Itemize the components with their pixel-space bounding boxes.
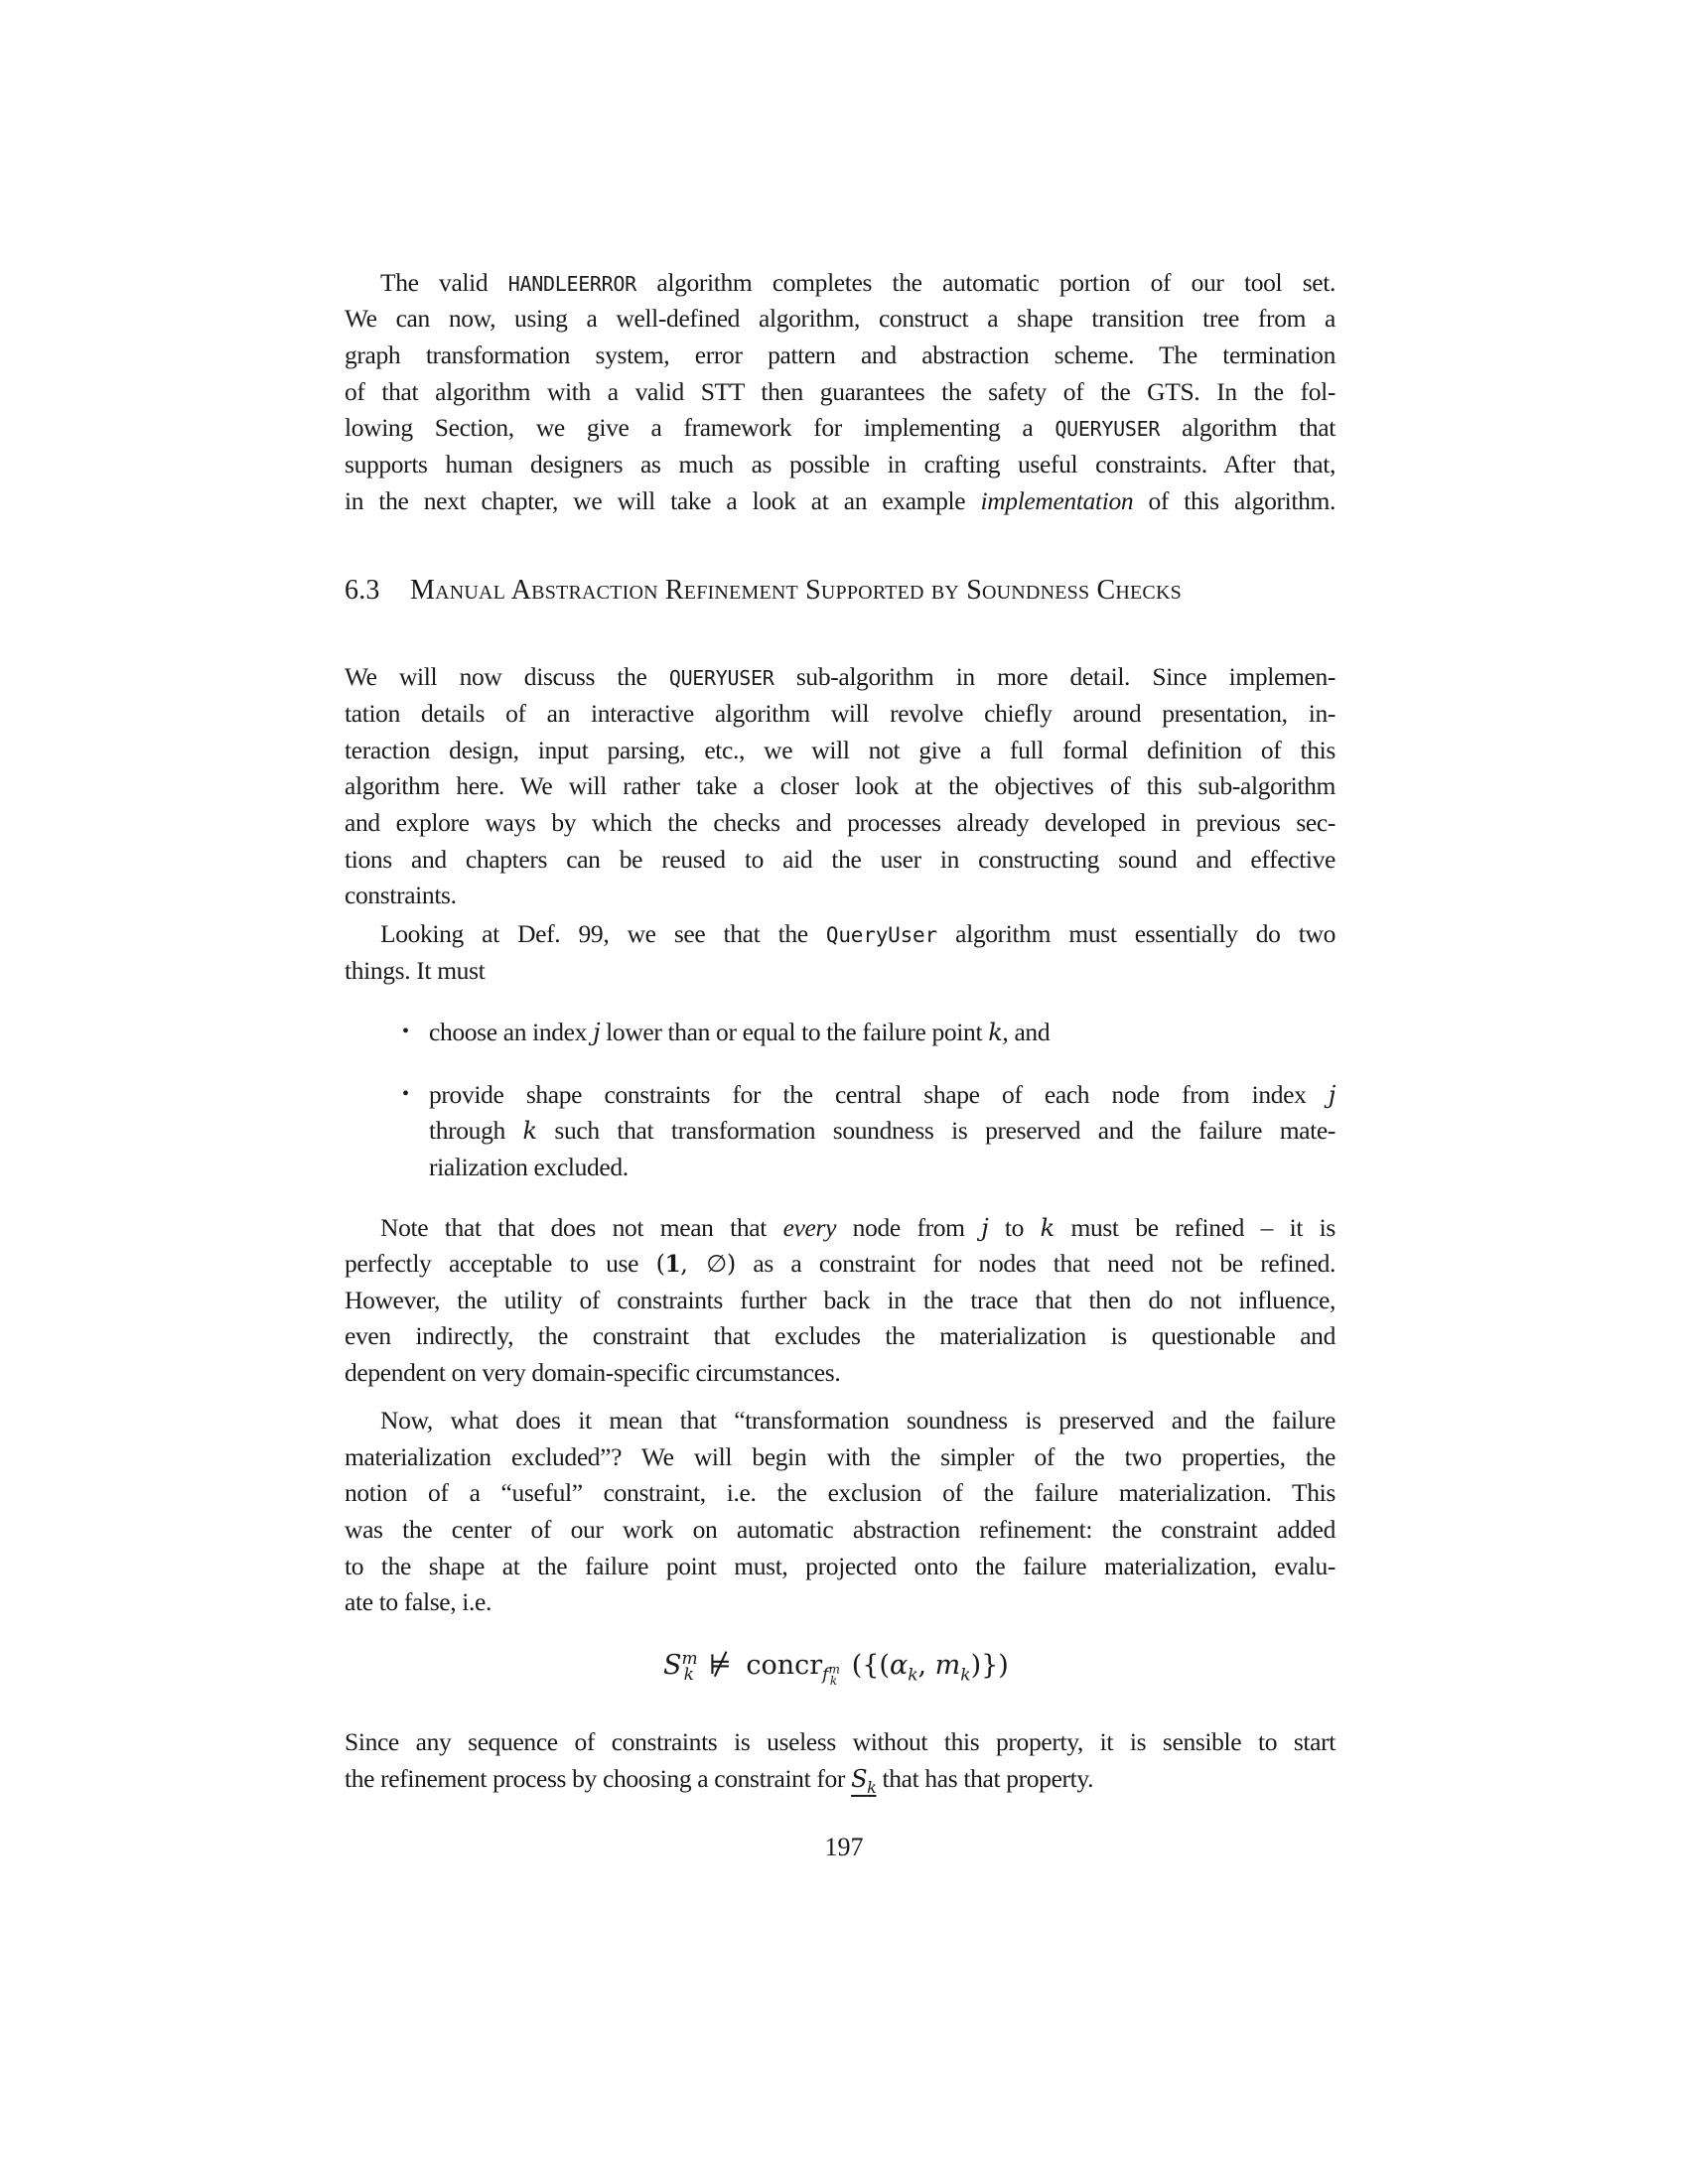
text-line: lowing Section, we give a framework for implementing a QUERYUSER algorithm that [345, 413, 1336, 442]
text-line: notion of a “useful” constraint, i.e. the exclusion of the failure materialization. This [345, 1478, 1336, 1507]
text-line: and explore ways by which the checks and processes already developed in previous sec- [345, 808, 1336, 837]
text-line: materialization excluded”? We will begin with the simpler of the two properties, the [345, 1442, 1336, 1471]
text-line: rialization excluded. [429, 1153, 629, 1181]
text-line: dependent on very domain-specific circumstances. [345, 1358, 841, 1387]
text-line: constraints. [345, 881, 457, 909]
text-line: the refinement process by choosing a constraint for $S_k$ that has that property. [345, 1764, 1094, 1798]
text-line: was the center of our work on automatic abstraction refinement: the constraint added [345, 1515, 1336, 1544]
display-formula: $S^m_k$ ⊭ concr$_{f^m_k}$ ({($\alpha_k$, $m_k$)}) [663, 1649, 1009, 1688]
emphasis: implementation [980, 486, 1134, 515]
inline-math: (1, ∅) [655, 1250, 736, 1278]
text-line: supports human designers as much as possible in crafting useful constraints. After that, [345, 450, 1336, 478]
text-line: graph transformation system, error pattern and abstraction scheme. The termination [345, 341, 1336, 369]
text-line: algorithm here. We will rather take a closer look at the objectives of this sub-algorithm [345, 771, 1336, 800]
emphasis: every [782, 1213, 837, 1242]
text-line: even indirectly, the constraint that excludes the materialization is questionable and [345, 1321, 1336, 1350]
text-line: things. It must [345, 956, 486, 985]
section-heading [345, 574, 1182, 608]
text-line: perfectly acceptable to use (1, ∅) as a constraint for nodes that need not be refined. [345, 1249, 1336, 1278]
algorithm-name-code: QUERYUSER [668, 666, 774, 690]
text-line: through k such that transformation soundness is preserved and the failure mate- [429, 1116, 1336, 1145]
text-line: Note that that does not mean that every node from j to k must be refined – it is [380, 1213, 1336, 1242]
text-line: However, the utility of constraints further back in the trace that then do not influence, [345, 1286, 1336, 1314]
text-line: ate to false, i.e. [345, 1587, 492, 1616]
text-line: Looking at Def. 99, we see that the QueryUser algorithm must essentially do two [380, 919, 1336, 948]
bullet-icon: • [402, 1083, 410, 1105]
algorithm-name-code: QueryUser [825, 923, 937, 947]
text-line: in the next chapter, we will take a look at an example implementation of this algorithm. [345, 486, 1336, 515]
bullet-icon: • [402, 1021, 410, 1042]
text-line: choose an index j lower than or equal to the failure point k, and [429, 1018, 1051, 1046]
text-line: Now, what does it mean that “transformation soundness is preserved and the failure [380, 1406, 1336, 1434]
algorithm-name-code: QUERYUSER [1055, 417, 1161, 441]
section-title: Manual Abstraction Refinement Supported by Soundness Checks [410, 575, 1182, 606]
text-line: tation details of an interactive algorithm will revolve chiefly around presentation, in- [345, 699, 1336, 728]
text-line: The valid HANDLEERROR algorithm completes the automatic portion of our tool set. [380, 268, 1336, 297]
underlined-symbol: $S_k$ [851, 1765, 877, 1798]
text-line: tions and chapters can be reused to aid the user in constructing sound and effective [345, 845, 1336, 874]
text-line: to the shape at the failure point must, projected onto the failure materialization, evalu- [345, 1552, 1336, 1580]
section-number: 6.3 [345, 575, 380, 606]
text-line: provide shape constraints for the central shape of each node from index j [429, 1080, 1336, 1109]
text-line: teraction design, input parsing, etc., we will not give a full formal definition of this [345, 736, 1336, 764]
text-line: of that algorithm with a valid STT then guarantees the safety of the GTS. In the fol- [345, 377, 1336, 406]
not-models-symbol: ⊭ [708, 1650, 732, 1681]
text-line: We can now, using a well-defined algorithm, construct a shape transition tree from a [345, 304, 1336, 333]
text-line: We will now discuss the QUERYUSER sub-algorithm in more detail. Since implemen- [345, 662, 1336, 691]
page-number: 197 [824, 1833, 864, 1861]
text-line: Since any sequence of constraints is useless without this property, it is sensible to start [345, 1727, 1336, 1756]
algorithm-name-code: HANDLEERROR [507, 272, 636, 296]
